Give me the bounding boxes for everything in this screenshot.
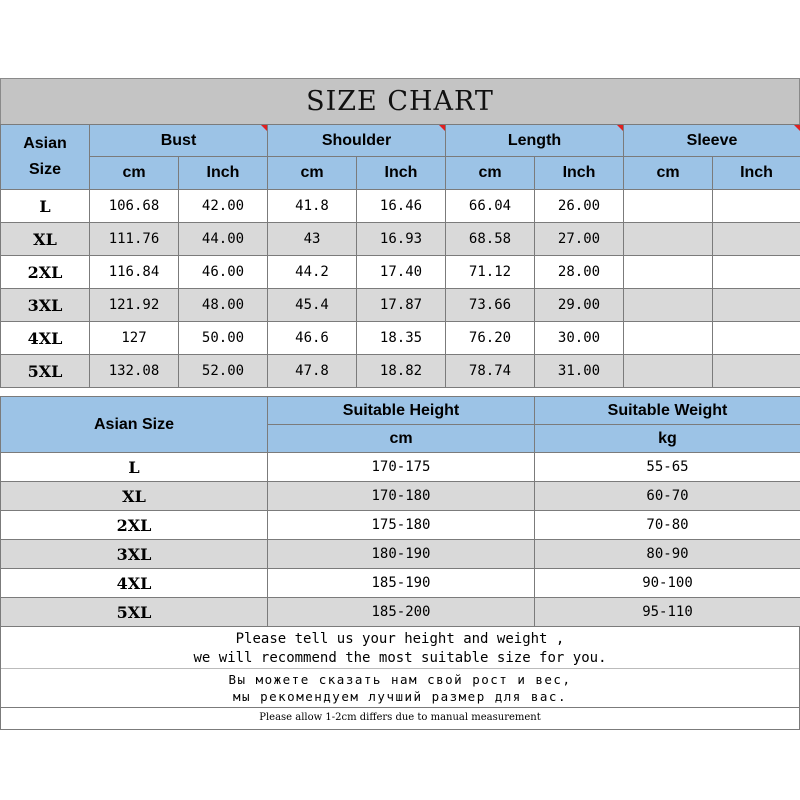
size-cell: 5XL bbox=[1, 355, 90, 388]
unit-inch: Inch bbox=[713, 157, 800, 190]
bust-inch-cell: 42.00 bbox=[179, 190, 268, 223]
chart-title: SIZE CHART bbox=[0, 78, 800, 124]
table-row bbox=[1, 289, 800, 322]
shoulder-inch-cell: 18.82 bbox=[357, 355, 446, 388]
table-gap bbox=[0, 388, 800, 396]
length-inch-cell: 30.00 bbox=[535, 322, 624, 355]
note-english bbox=[1, 627, 799, 668]
shoulder-cm-cell: 44.2 bbox=[268, 256, 357, 289]
table-row bbox=[1, 511, 800, 540]
length-inch-cell: 31.00 bbox=[535, 355, 624, 388]
shoulder-inch-cell: 18.35 bbox=[357, 322, 446, 355]
sleeve-cm-cell bbox=[624, 289, 713, 322]
length-cm-cell: 66.04 bbox=[446, 190, 535, 223]
height-cell: 185-200 bbox=[268, 598, 535, 627]
unit-cm: cm bbox=[624, 157, 713, 190]
unit-cm: cm bbox=[446, 157, 535, 190]
bust-inch-cell: 44.00 bbox=[179, 223, 268, 256]
height-cell: 180-190 bbox=[268, 540, 535, 569]
height-cell: 185-190 bbox=[268, 569, 535, 598]
note-line: Вы можете сказать нам свой рост и вес, bbox=[228, 672, 572, 687]
bust-cm-cell: 127 bbox=[90, 322, 179, 355]
suitable-height-header: Suitable Height bbox=[268, 397, 535, 425]
sleeve-cm-cell bbox=[624, 322, 713, 355]
shoulder-cm-cell: 47.8 bbox=[268, 355, 357, 388]
sleeve-header: Sleeve bbox=[624, 125, 800, 157]
table-row bbox=[1, 569, 800, 598]
bust-cm-cell: 121.92 bbox=[90, 289, 179, 322]
bust-inch-cell: 52.00 bbox=[179, 355, 268, 388]
notes-box bbox=[0, 627, 800, 730]
table-row bbox=[1, 540, 800, 569]
sleeve-inch-cell bbox=[713, 256, 800, 289]
asian-size-header: Asian Size bbox=[1, 397, 268, 453]
weight-cell: 55-65 bbox=[535, 453, 800, 482]
note-line: Please tell us your height and weight , bbox=[235, 631, 565, 647]
size-cell: L bbox=[1, 453, 268, 482]
corner-mark-icon bbox=[794, 125, 800, 131]
height-weight-table bbox=[0, 396, 800, 627]
size-cell: L bbox=[1, 190, 90, 223]
sleeve-inch-cell bbox=[713, 190, 800, 223]
shoulder-cm-cell: 46.6 bbox=[268, 322, 357, 355]
table-row bbox=[1, 482, 800, 511]
shoulder-cm-cell: 43 bbox=[268, 223, 357, 256]
size-cell: 5XL bbox=[1, 598, 268, 627]
height-cell: 170-180 bbox=[268, 482, 535, 511]
table-row bbox=[1, 190, 800, 223]
shoulder-header: Shoulder bbox=[268, 125, 446, 157]
unit-cm: cm bbox=[268, 425, 535, 453]
table-row bbox=[1, 322, 800, 355]
weight-cell: 80-90 bbox=[535, 540, 800, 569]
size-cell: 3XL bbox=[1, 289, 90, 322]
measurement-disclaimer: Please allow 1-2cm differs due to manual measurement bbox=[1, 707, 799, 729]
weight-cell: 70-80 bbox=[535, 511, 800, 540]
length-cm-cell: 71.12 bbox=[446, 256, 535, 289]
unit-kg: kg bbox=[535, 425, 800, 453]
bust-inch-cell: 46.00 bbox=[179, 256, 268, 289]
bust-inch-cell: 48.00 bbox=[179, 289, 268, 322]
size-cell: 2XL bbox=[1, 256, 90, 289]
suitable-weight-header: Suitable Weight bbox=[535, 397, 800, 425]
length-inch-cell: 26.00 bbox=[535, 190, 624, 223]
shoulder-inch-cell: 17.40 bbox=[357, 256, 446, 289]
sleeve-inch-cell bbox=[713, 223, 800, 256]
height-cell: 175-180 bbox=[268, 511, 535, 540]
corner-mark-icon bbox=[617, 125, 623, 131]
shoulder-inch-cell: 16.93 bbox=[357, 223, 446, 256]
sleeve-inch-cell bbox=[713, 322, 800, 355]
sleeve-cm-cell bbox=[624, 190, 713, 223]
bust-inch-cell: 50.00 bbox=[179, 322, 268, 355]
shoulder-inch-cell: 16.46 bbox=[357, 190, 446, 223]
unit-cm: cm bbox=[268, 157, 357, 190]
sleeve-inch-cell bbox=[713, 355, 800, 388]
size-chart bbox=[0, 78, 800, 730]
shoulder-cm-cell: 45.4 bbox=[268, 289, 357, 322]
bust-header: Bust bbox=[90, 125, 268, 157]
size-cell: XL bbox=[1, 482, 268, 511]
sleeve-cm-cell bbox=[624, 355, 713, 388]
corner-mark-icon bbox=[261, 125, 267, 131]
length-cm-cell: 73.66 bbox=[446, 289, 535, 322]
note-line: we will recommend the most suitable size for you. bbox=[193, 650, 607, 666]
sleeve-cm-cell bbox=[624, 223, 713, 256]
table-row bbox=[1, 355, 800, 388]
note-russian bbox=[1, 668, 799, 707]
bust-cm-cell: 116.84 bbox=[90, 256, 179, 289]
size-cell: 4XL bbox=[1, 569, 268, 598]
size-cell: XL bbox=[1, 223, 90, 256]
unit-cm: cm bbox=[90, 157, 179, 190]
bust-cm-cell: 111.76 bbox=[90, 223, 179, 256]
length-header: Length bbox=[446, 125, 624, 157]
length-cm-cell: 78.74 bbox=[446, 355, 535, 388]
sleeve-cm-cell bbox=[624, 256, 713, 289]
size-cell: 2XL bbox=[1, 511, 268, 540]
unit-inch: Inch bbox=[535, 157, 624, 190]
note-line: мы рекомендуем лучший размер для вас. bbox=[233, 689, 567, 704]
measurement-table bbox=[0, 124, 800, 388]
asian-size-header: Asian Size bbox=[1, 125, 90, 190]
unit-inch: Inch bbox=[357, 157, 446, 190]
shoulder-inch-cell: 17.87 bbox=[357, 289, 446, 322]
size-cell: 3XL bbox=[1, 540, 268, 569]
table-row bbox=[1, 453, 800, 482]
table-row bbox=[1, 598, 800, 627]
size-cell: 4XL bbox=[1, 322, 90, 355]
length-inch-cell: 27.00 bbox=[535, 223, 624, 256]
sleeve-inch-cell bbox=[713, 289, 800, 322]
length-inch-cell: 28.00 bbox=[535, 256, 624, 289]
unit-inch: Inch bbox=[179, 157, 268, 190]
length-inch-cell: 29.00 bbox=[535, 289, 624, 322]
table-row bbox=[1, 256, 800, 289]
bust-cm-cell: 106.68 bbox=[90, 190, 179, 223]
weight-cell: 60-70 bbox=[535, 482, 800, 511]
height-cell: 170-175 bbox=[268, 453, 535, 482]
shoulder-cm-cell: 41.8 bbox=[268, 190, 357, 223]
weight-cell: 95-110 bbox=[535, 598, 800, 627]
corner-mark-icon bbox=[439, 125, 445, 131]
length-cm-cell: 68.58 bbox=[446, 223, 535, 256]
length-cm-cell: 76.20 bbox=[446, 322, 535, 355]
bust-cm-cell: 132.08 bbox=[90, 355, 179, 388]
weight-cell: 90-100 bbox=[535, 569, 800, 598]
table-row bbox=[1, 223, 800, 256]
